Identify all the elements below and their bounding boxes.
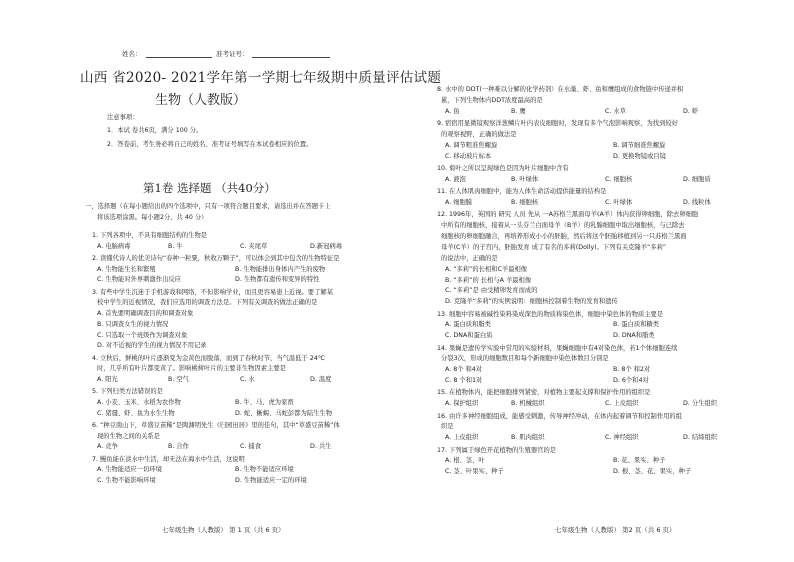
answer-option[interactable]: C. 只选取一个班级作为调查对象	[97, 331, 188, 339]
answer-option[interactable]: B. 机械组织	[511, 400, 545, 408]
question-stem: 10. 菊叶之所以呈现绿色是因为叶片细胞中含有	[437, 164, 569, 172]
question-stem: 分裂3次，形成的细胞数目和每个新细胞中染色体数目分别是	[441, 355, 609, 363]
question-stem: 6. “种豆南山下，草盛豆苗稀”是陶渊明先生《归园田居》里的佳句，其中“草盛豆苗稀”体	[92, 421, 340, 429]
answer-option[interactable]: A. 阳光	[97, 375, 118, 383]
question-stem: 中所有的细胞核，接着从一头芬兰白面母羊（B羊）的乳腺细胞中取出细胞核，与已除去	[441, 222, 685, 229]
answer-option[interactable]: A. 液泡	[445, 175, 466, 183]
exam-title: 山西 省2020- 2021学年第一学期七年级期中质量评估试题	[80, 70, 442, 86]
answer-option[interactable]: B. 生物能排出身体内产生的废物	[235, 265, 326, 273]
question-stem: 13. 细胞中容易被碱性染料染成深色的物质称染色体，细胞中染色体的物质主要是	[437, 310, 664, 318]
name-label: 姓名：	[122, 50, 142, 58]
instruction-item: 1．本试 卷共6页，满分 100 分。	[107, 127, 203, 134]
question-stem: 17. 下列属于绿色开花植物的生殖器官的是	[437, 446, 557, 454]
answer-option[interactable]: B. 调节细准焦螺旋	[613, 141, 666, 149]
answer-option[interactable]: A. 小麦、玉米、水稻为农作物	[97, 398, 181, 406]
section-intro: 一、选择题（在每小题给出的四个选项中，只有一项符合题目要求，请选出并在答题卡上	[85, 203, 331, 210]
answer-option[interactable]: C. 移动玻片标本	[445, 152, 492, 160]
question-stem: 累，下列生物体内DDT浓度最高的是	[441, 96, 543, 104]
answer-option[interactable]: D.新冠病毒	[310, 242, 343, 250]
answer-option[interactable]: B. 空气	[168, 375, 189, 383]
answer-option[interactable]: D. 线粒体	[683, 198, 711, 206]
answer-option[interactable]: B. 细胞核	[511, 198, 539, 206]
name-blank	[146, 57, 212, 58]
answer-option[interactable]: D. 根、茎、花、果实、种子	[613, 468, 692, 476]
answer-option[interactable]: C. 8 个和1对	[445, 377, 483, 385]
exam-subtitle: 生物（人教版）	[155, 93, 247, 108]
answer-option[interactable]: C. 生物能对外界刺激作出反应	[97, 276, 181, 284]
question-stem: 1. 下列各项中，不具有细胞结构的生物是	[92, 232, 208, 239]
question-stem: 9. 宿宿用显微镜观察洋葱鳞片叶内表皮细胞时，发现有多个气泡影响观察，为找到较好	[437, 120, 678, 127]
page-footer: 七年级生物（人教版） 第 1 页（共 6 页）	[162, 526, 285, 534]
question-stem: 4. 立秋后，鲜桃的叶片逐渐变为金黄色而脱落，而到了春秋时节，当气温低于 24℃	[92, 354, 325, 362]
answer-option[interactable]: C. 夹尾草	[240, 242, 268, 250]
answer-option[interactable]: C. “多莉”是 由受精卵发育而成的	[445, 287, 538, 295]
answer-option[interactable]: A. 首先要明确调查目的和调查对象	[97, 310, 194, 318]
answer-option[interactable]: A. 保护组织	[445, 400, 479, 408]
answer-option[interactable]: A. 蛋白质和脂类	[445, 321, 491, 329]
answer-option[interactable]: A. 生物能生长和繁殖	[97, 265, 156, 273]
answer-option[interactable]: B. 合作	[168, 443, 189, 451]
answer-option[interactable]: B. “多莉”的 长相与A 羊最相像	[445, 276, 532, 284]
answer-option[interactable]: D. 生物都有遗传和变异的特性	[235, 276, 320, 284]
answer-option[interactable]: B. 牛	[168, 242, 183, 250]
answer-option[interactable]: A. 调节粗准焦螺旋	[445, 141, 498, 149]
answer-option[interactable]: C. 水	[240, 375, 255, 383]
question-stem: 3. 有些中学生沉迷于手机游戏和网络，不但影响学业，而且更容易患上近视。要了解某	[92, 288, 333, 296]
answer-option[interactable]: D. 6个和4对	[613, 377, 649, 385]
answer-option[interactable]: C. 水草	[605, 107, 626, 115]
question-stem: 7. 鳗鱼能在淡水中生活，却无法在海水中生活，这说明	[92, 455, 245, 463]
question-stem: 14. 果蝇是遗传学实验中常用的实验材料，果蝇细胞中有4对染色体，若1个体细胞连续	[437, 344, 678, 352]
question-stem: 细胞核的卵细胞融合，再培养形成小小的胚胎，然后将这个胚胎移植到另一只苏格兰黑面	[441, 232, 687, 240]
answer-option[interactable]: B. 蛋白质和糖类	[613, 321, 660, 329]
question-stem: 16. 由许多神经细胞组成，能感受刺激，传导神经冲动，在体内起着调节和控制作用的组	[437, 412, 683, 420]
answer-option[interactable]: C. DNA和蛋白质	[445, 332, 493, 340]
answer-option[interactable]: D. 更换物镜或目镜	[613, 152, 666, 160]
answer-option[interactable]: A. 8个 和4对	[445, 366, 483, 374]
question-stem: 校中学生的近视情况，我们应选用的调查方法是。下列有关调查的做法正确的是	[97, 299, 318, 307]
question-stem: 8. 水中的 DDT(一种难以分解的化学药剂）在水藻、虾、鱼和鹰组成的食物链中传递并积	[437, 86, 684, 93]
answer-option[interactable]: C. 猪蜃、虾、鱼为水生生物	[97, 409, 175, 417]
answer-option[interactable]: A. 细胞膜	[445, 198, 473, 206]
answer-option[interactable]: D. 虾	[683, 107, 699, 115]
answer-option[interactable]: B. 鹰	[511, 107, 526, 115]
answer-option[interactable]: B. 叶绿体	[511, 175, 539, 183]
answer-option[interactable]: C. 叶绿体	[605, 198, 633, 206]
answer-option[interactable]: C. 神经组织	[605, 434, 639, 442]
question-stem: 的说法中，正确的是	[441, 254, 498, 262]
answer-option[interactable]: D. 分生组织	[683, 400, 718, 408]
answer-option[interactable]: B. 肌肉组织	[511, 434, 545, 442]
right-page	[397, 0, 794, 562]
answer-option[interactable]: D. 生物能适应一定的环境	[235, 477, 307, 484]
question-stem: 的观察视野，正确的做法是	[441, 130, 517, 138]
answer-option[interactable]: A. 竞争	[97, 443, 118, 451]
answer-option[interactable]: A. 生物能适应一切环境	[97, 466, 162, 474]
answer-option[interactable]: A. 上皮组织	[445, 434, 479, 442]
page-footer: 七年级生物（人教版） 第2 页（共 6 页）	[555, 526, 676, 534]
question-stem: 时，几乎所有叶片都变黄了。影响桃树叶片的主要非生物因素主要是	[97, 365, 286, 373]
question-stem: 12. 1996年，英国的 研究 人员 先从 一A苏格兰黑面母羊(A羊）体内获得卵细胞，除去卵细胞	[437, 211, 699, 219]
question-stem: 5. 下列归类方法错误的是	[92, 388, 163, 396]
answer-option[interactable]: C. 茎、叶果实、种子	[445, 468, 504, 476]
answer-option[interactable]: B. 8个 和2对	[613, 366, 651, 374]
question-stem: 15. 在植物体内，能把细胞排列紧密，对植物主要起支撑和保护作用的组织是	[437, 389, 651, 397]
answer-option[interactable]: D. 对不近视的学生的视力情况不用记录	[97, 342, 207, 350]
section-title: 第1卷 选择题 （共40分）	[143, 181, 276, 195]
instruction-item: 2．答卷前，考生务必将自己的姓名、准考证号填写在本试卷相应的位置。	[107, 141, 313, 148]
answer-option[interactable]: A. 电脑病毒	[97, 242, 131, 250]
answer-option[interactable]: A. 根、茎、叶	[445, 457, 485, 465]
answer-option[interactable]: B. 只调查女生的视力情况	[97, 320, 169, 328]
answer-option[interactable]: A. 鱼	[445, 107, 460, 115]
answer-option[interactable]: C. 上皮组织	[605, 400, 639, 408]
answer-option[interactable]: D. 共生	[310, 443, 332, 451]
question-stem: 现的生物之间的关系是	[97, 432, 160, 440]
answer-option[interactable]: B. 花、果实、种子	[613, 457, 666, 465]
answer-option[interactable]: D. 细胞质	[683, 175, 711, 183]
answer-option[interactable]: C. 细胞核	[605, 175, 633, 183]
question-stem: 11. 在人体肌肉细胞中，能为人体生命活动提供能量的结构是	[437, 188, 607, 195]
answer-option[interactable]: B. 牛、马、虎为家畜	[235, 398, 294, 406]
answer-option[interactable]: A. “多莉”的长相和C羊最相像	[445, 265, 528, 273]
id-blank	[252, 57, 330, 58]
answer-option[interactable]: D. 温度	[310, 375, 332, 383]
question-stem: 织是	[441, 423, 454, 431]
section-intro: 将该选项涂黑。每小题2分，共 40 分）	[97, 214, 208, 221]
instructions-heading: 注意事项：	[107, 114, 139, 121]
answer-option[interactable]: D. DNA和脂类	[613, 332, 655, 340]
answer-option[interactable]: D. 蛇、蜥蜴、马蛇彭都为陆生生物	[235, 409, 333, 417]
question-stem: 2. 读懂代诗人的优美诗句“春种一粒粟，秋收万颗子”，可以体会到其中包含的生物特征是	[92, 255, 340, 262]
answer-option[interactable]: C. 生物不能影响环境	[97, 477, 156, 484]
id-label: 准考证号：	[216, 50, 249, 58]
answer-option[interactable]: D. 克隆羊“多莉”的实例说明：细胞核控制着生物的发育和遗传	[445, 298, 618, 306]
question-stem: 母羊(C羊）的子宫内，胚胎发育 成了有名的多莉(Dolly)。下列有关克隆羊“多莉”	[441, 243, 667, 251]
answer-option[interactable]: C. 捕食	[240, 443, 261, 451]
answer-option[interactable]: B. 生物不能适应环境	[235, 466, 294, 474]
answer-option[interactable]: D. 结缔组织	[683, 434, 718, 442]
